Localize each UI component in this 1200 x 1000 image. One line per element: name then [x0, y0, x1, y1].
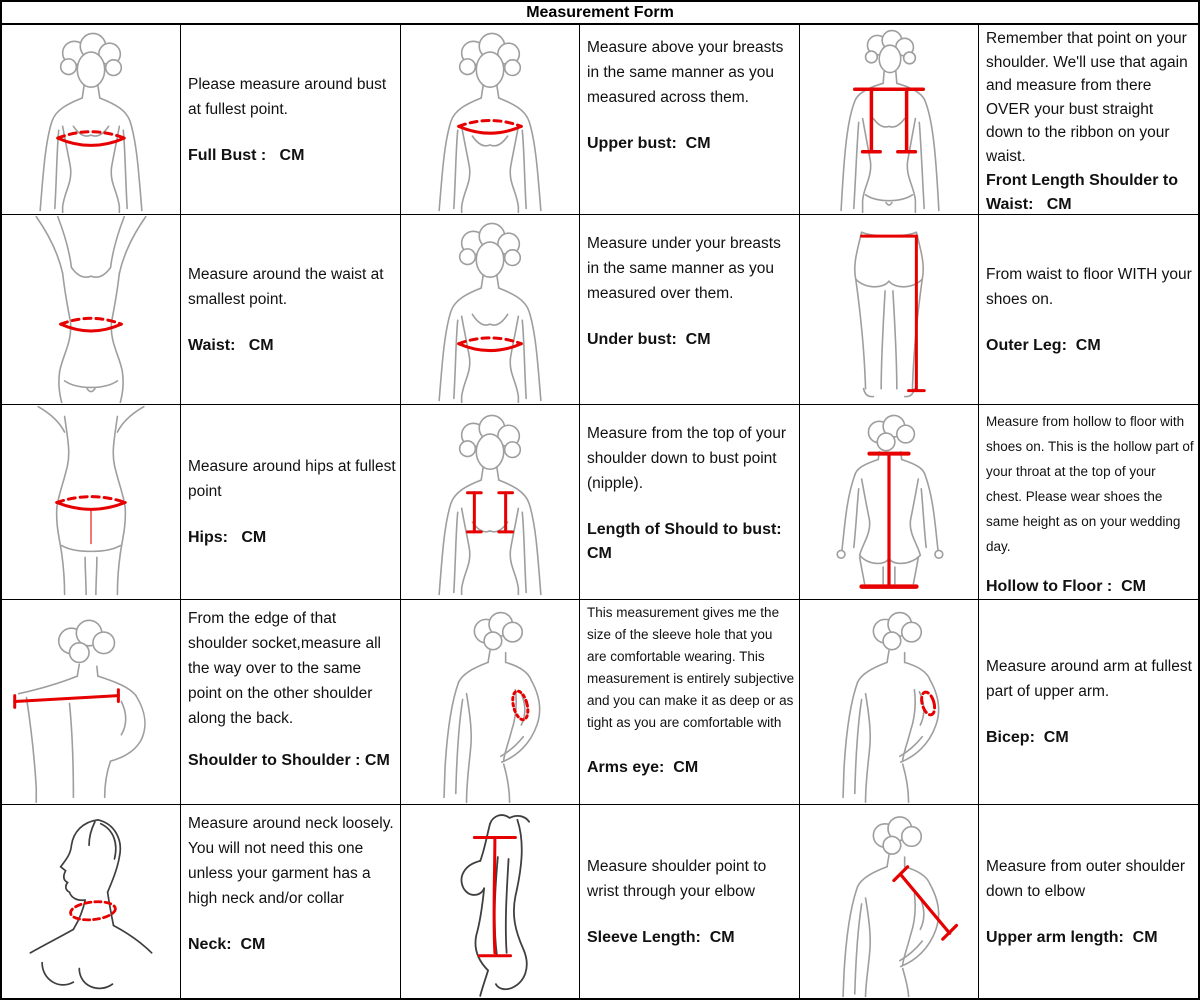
measure-label: Under bust: CM [587, 331, 711, 348]
measure-instruction: Measure shoulder point to wrist through your elbow [587, 857, 767, 900]
waist-figure [3, 216, 179, 403]
figure-cell-sleeve-length [401, 805, 580, 998]
text-cell-full-bust [181, 25, 401, 215]
figure-cell-shoulder-to-shoulder [2, 600, 181, 805]
upper-bust-figure [402, 26, 578, 213]
figure-cell-outer-leg [800, 215, 979, 405]
measure-label: Length of Should to bust: CM [587, 521, 791, 562]
measure-label: Hollow to Floor : CM [986, 578, 1146, 595]
sleeve-length-figure [402, 806, 578, 997]
arms-eye-figure [402, 601, 578, 803]
figure-cell-upper-bust [401, 25, 580, 215]
form-title: Measurement Form [2, 2, 1198, 25]
text-cell-shoulder-to-shoulder [181, 600, 401, 805]
measure-label: Waist: CM [188, 336, 274, 354]
measure-label: Full Bust : CM [188, 146, 305, 164]
front-length-figure [801, 26, 977, 213]
measure-label: Upper arm length: CM [986, 928, 1158, 946]
measure-label: Upper bust: CM [587, 135, 711, 152]
measure-instruction: Measure around hips at fullest point [188, 458, 396, 500]
figure-cell-bicep [800, 600, 979, 805]
figure-cell-hollow-to-floor [800, 405, 979, 600]
text-cell-under-bust [580, 215, 800, 405]
figure-cell-front-length [800, 25, 979, 215]
figure-cell-waist [2, 215, 181, 405]
measure-instruction: Measure around the waist at smallest point. [188, 265, 384, 308]
figure-cell-full-bust [2, 25, 181, 215]
measure-label: Neck: CM [188, 936, 266, 953]
measure-instruction: Measure around neck loosely. You will not need this one unless your garment has a high neck and/or collar [188, 815, 394, 907]
measure-instruction: Measure from outer shoulder down to elbow [986, 857, 1186, 900]
bicep-figure [801, 601, 977, 803]
text-cell-sleeve-length [580, 805, 800, 998]
shoulder-to-shoulder-figure [3, 601, 179, 803]
measure-instruction: This measurement gives me the size of the sleeve hole that you are comfortable wearing. This measurement is entirely subjective and you can make it as deep or as tight as you are comfortable with [587, 605, 795, 730]
measure-label: Bicep: CM [986, 729, 1069, 746]
figure-cell-shoulder-to-bust [401, 405, 580, 600]
measure-instruction: Measure from hollow to floor with shoes on. This is the hollow part of your throat at the top of your chest. Please wear shoes the same height as on your wedding day. [986, 414, 1194, 554]
text-cell-front-length [979, 25, 1198, 215]
text-cell-waist [181, 215, 401, 405]
under-bust-figure [402, 216, 578, 403]
measure-label: Sleeve Length: CM [587, 928, 735, 946]
figure-cell-upper-arm-length [800, 805, 979, 998]
hips-figure [3, 406, 179, 598]
text-cell-arms-eye [580, 600, 800, 805]
figure-cell-arms-eye [401, 600, 580, 805]
measure-instruction: Remember that point on your shoulder. We'll use that again and measure from there OVER your bust straight down to the ribbon on your waist. [986, 30, 1188, 165]
measure-instruction: Measure above your breasts in the same manner as you measured across them. [587, 39, 784, 106]
figure-cell-hips [2, 405, 181, 600]
figure-cell-neck [2, 805, 181, 998]
text-cell-upper-bust [580, 25, 800, 215]
measure-instruction: Measure under your breasts in the same manner as you measured over them. [587, 235, 781, 302]
upper-arm-length-figure [801, 806, 977, 997]
measure-label: Hips: CM [188, 529, 267, 546]
neck-figure [3, 806, 179, 997]
measure-instruction: Please measure around bust at fullest point. [188, 75, 387, 118]
hollow-to-floor-figure [801, 406, 977, 598]
outer-leg-figure [801, 216, 977, 403]
measure-label: Shoulder to Shoulder : CM [188, 752, 390, 769]
measure-label: Front Length Shoulder to Waist: CM [986, 172, 1183, 213]
text-cell-hollow-to-floor [979, 405, 1198, 600]
text-cell-upper-arm-length [979, 805, 1198, 998]
shoulder-to-bust-figure [402, 406, 578, 598]
measure-instruction: Measure around arm at fullest part of upper arm. [986, 658, 1192, 700]
measurement-table [2, 2, 1198, 998]
text-cell-bicep [979, 600, 1198, 805]
text-cell-neck [181, 805, 401, 998]
text-cell-hips [181, 405, 401, 600]
measure-instruction: From waist to floor WITH your shoes on. [986, 265, 1192, 308]
measure-label: Outer Leg: CM [986, 336, 1101, 354]
measure-instruction: From the edge of that shoulder socket,measure all the way over to the same point on the other shoulder along the back. [188, 610, 381, 727]
full-bust-figure [3, 26, 179, 213]
measure-instruction: Measure from the top of your shoulder down to bust point (nipple). [587, 425, 787, 492]
measure-label: Arms eye: CM [587, 759, 699, 776]
figure-cell-under-bust [401, 215, 580, 405]
text-cell-shoulder-to-bust [580, 405, 800, 600]
text-cell-outer-leg [979, 215, 1198, 405]
